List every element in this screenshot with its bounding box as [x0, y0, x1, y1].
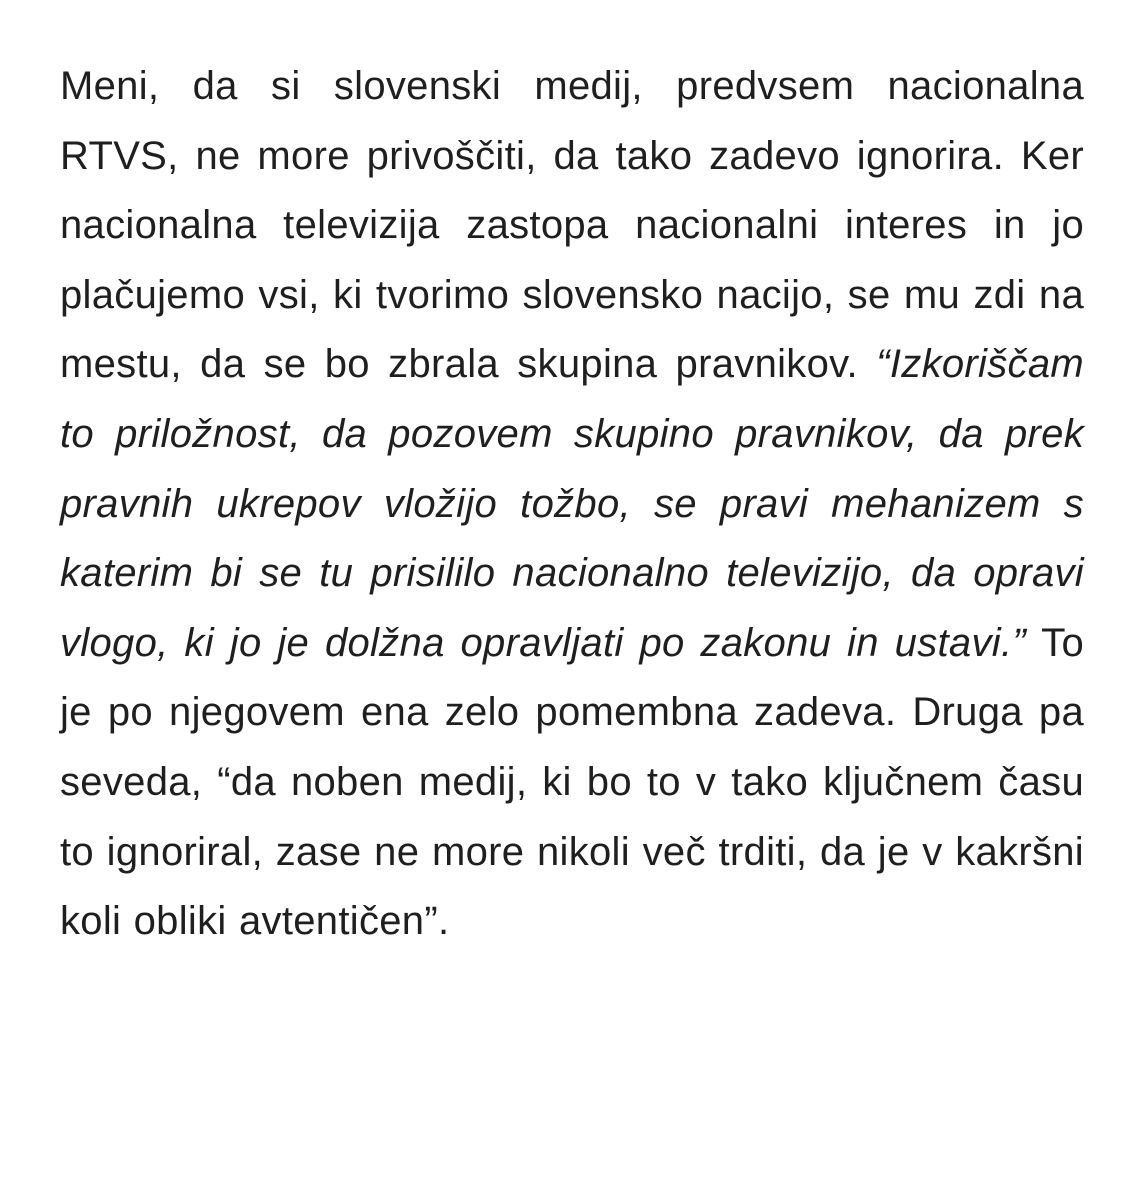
- article-paragraph: [60, 52, 1084, 957]
- paragraph-closing-text: To je po njegovem ena zelo pomembna zadeva. Druga pa seveda, “da noben medij, ki bo to v tako ključnem času to ignoriral, zase ne more nikoli več trditi, da je v kakršni koli obliki avtentičen”.: [60, 620, 1084, 944]
- italic-quote: “Izkoriščam to priložnost, da pozovem skupino pravnikov, da prek pravnih ukrepov vložijo tožbo, se pravi mehanizem s katerim bi se tu prisililo nacionalno televizijo, da opravi vlogo, ki jo je dolžna opravljati po zakonu in ustavi.”: [60, 342, 1084, 665]
- paragraph-intro-text: Meni, da si slovenski medij, predvsem nacionalna RTVS, ne more privoščiti, da tako zadevo ignorira. Ker nacionalna televizija zastopa nacionalni interes in jo plačujemo vsi, ki tvorimo slovensko nacijo, se mu zdi na mestu, da se bo zbrala skupina pravnikov.: [60, 64, 1084, 387]
- article-body: [60, 52, 1084, 957]
